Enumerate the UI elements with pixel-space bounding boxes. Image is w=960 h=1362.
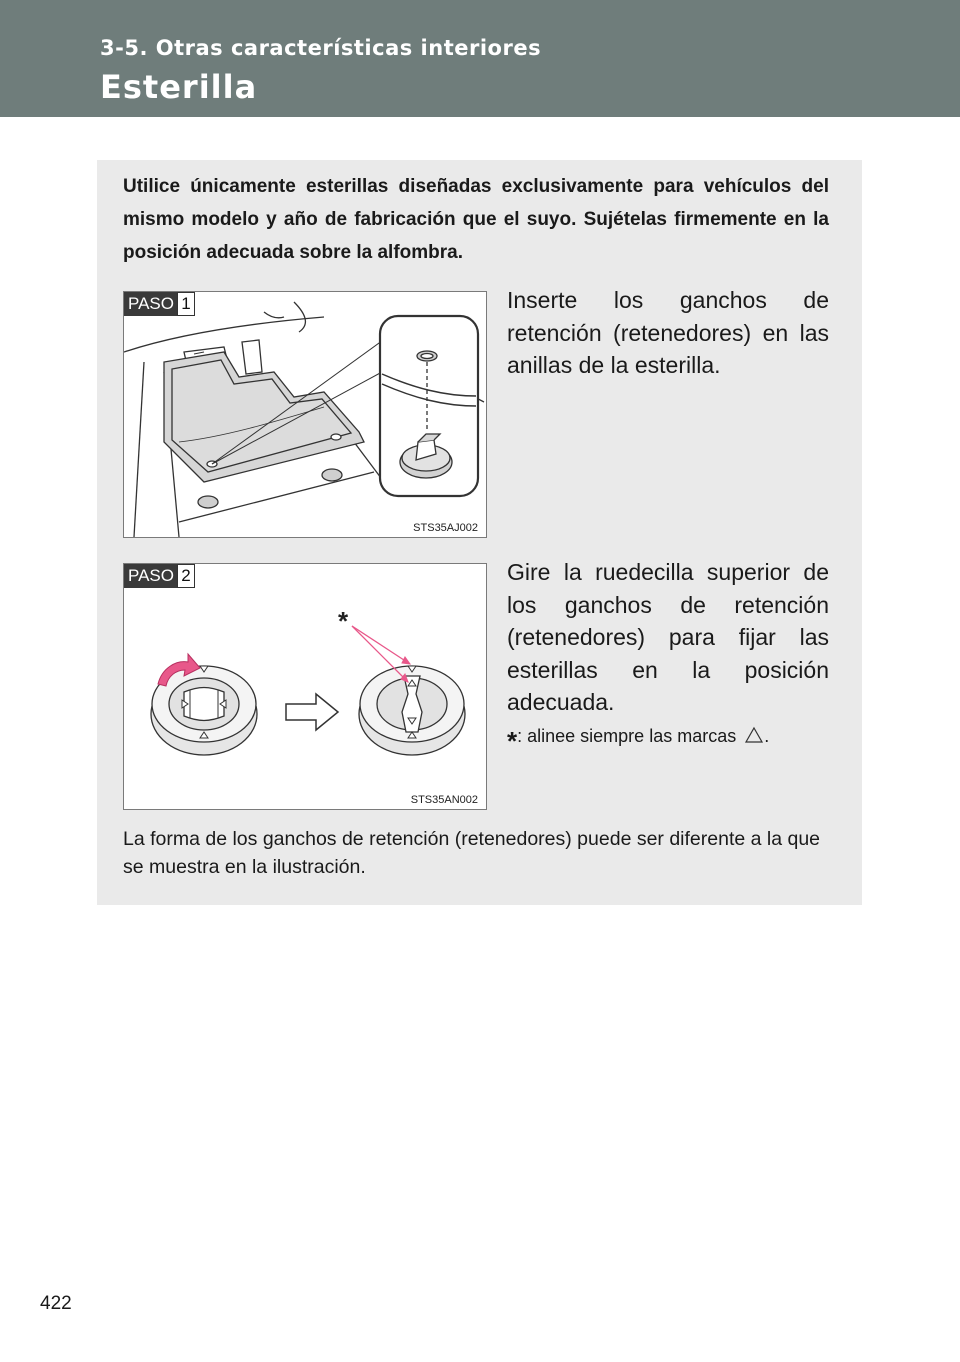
- page-title: Esterilla: [100, 68, 258, 106]
- note-text: : alinee siempre las marcas: [517, 726, 737, 746]
- alignment-note: [507, 726, 769, 757]
- intro-paragraph: Utilice únicamente esterillas diseñadas exclusivamente para vehículos del mismo modelo y año de fabricación que el suyo. Sujételas firmemente en la posición adecuada sobre la alfombra.: [123, 176, 829, 263]
- page-number: 422: [40, 1293, 72, 1314]
- footer-note: La forma de los ganchos de retención (retenedores) puede ser diferente a la que se muestra en la ilustración.: [123, 828, 821, 878]
- note-asterisk: *: [507, 726, 518, 756]
- section-title: 3-5. Otras características interiores: [100, 36, 542, 60]
- asterisk-marker: *: [338, 606, 349, 636]
- step-badge-word: PASO: [124, 292, 177, 316]
- figure-code: STS35AN002: [410, 794, 478, 806]
- step2-badge: [124, 564, 195, 588]
- step1-illustration: [123, 291, 487, 538]
- step1-text: Inserte los ganchos de retención (retenedores) en las anillas de la esterilla.: [507, 287, 829, 378]
- step2-illustration: [123, 563, 487, 810]
- step1-badge: [124, 292, 195, 316]
- step-badge-number: 2: [177, 564, 195, 588]
- figure-code: STS35AJ002: [413, 522, 478, 534]
- step-badge-word: PASO: [124, 564, 177, 588]
- triangle-mark-icon: [744, 726, 764, 749]
- retainer-rotation-drawing: [124, 564, 486, 809]
- step-badge-number: 1: [177, 292, 195, 316]
- chapter-header: [0, 0, 960, 117]
- note-end: .: [764, 726, 770, 746]
- floor-mat-hooks-drawing: [124, 292, 486, 537]
- step2-text: Gire la ruedecilla superior de los ganchos de retención (retenedores) para fijar las esterillas en la posición adecuada.: [507, 559, 829, 715]
